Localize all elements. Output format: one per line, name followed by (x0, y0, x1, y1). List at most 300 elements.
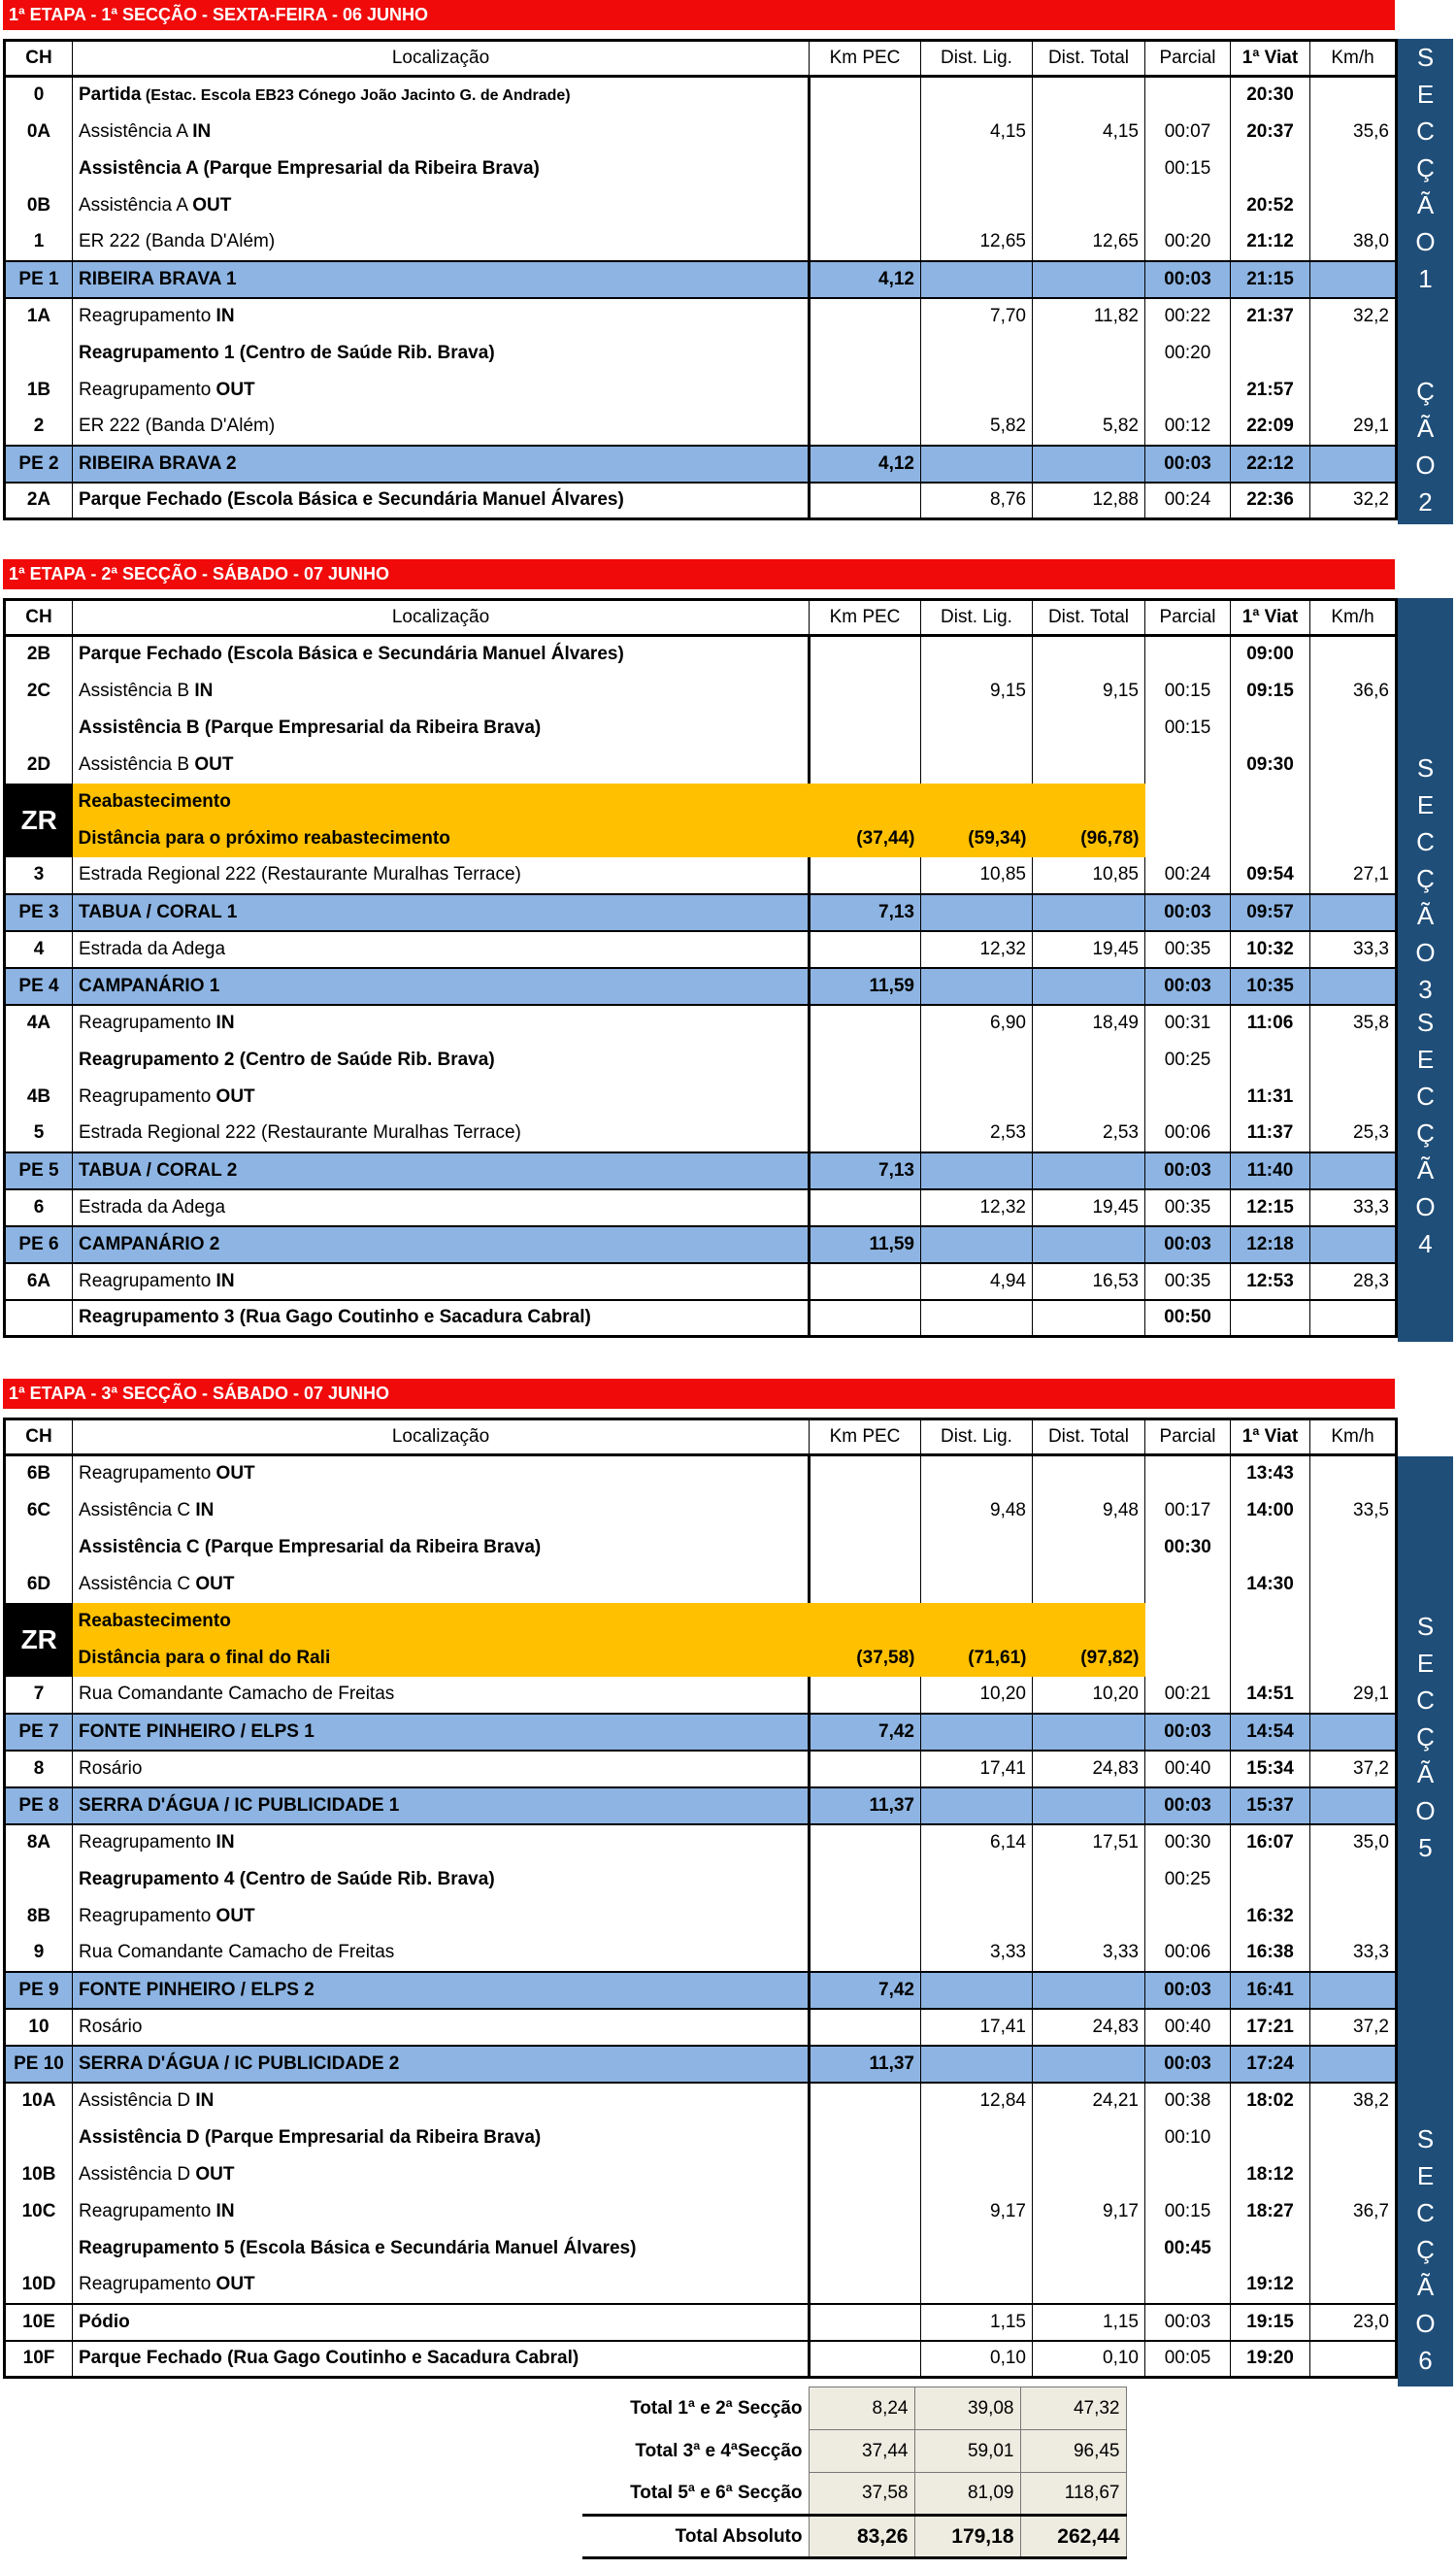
loc-main: Reagrupamento (79, 2274, 216, 2294)
loc-main: Reagrupamento (79, 2200, 216, 2221)
section-letter: E (1416, 80, 1435, 109)
table-row (5, 1714, 1397, 1751)
cell-ch: 10F (5, 2341, 73, 2378)
cell-km-pec (810, 636, 921, 673)
cell-parcial: 00:03 (1145, 446, 1231, 483)
section-letter: O (1415, 451, 1436, 480)
table-row (5, 710, 1397, 747)
cell-localizacao (73, 1005, 810, 1042)
cell-localizacao: RIBEIRA BRAVA 2 (73, 446, 810, 483)
cell-ch: 1A (5, 298, 73, 335)
totals-row (582, 2387, 1126, 2430)
cell-km-pec (810, 1189, 921, 1226)
cell-parcial: 00:12 (1145, 409, 1231, 446)
section-letter: 1 (1418, 264, 1433, 293)
cell-ch: 5 (5, 1116, 73, 1152)
cell-parcial: 00:50 (1145, 1300, 1231, 1337)
section-letter: E (1416, 790, 1435, 819)
cell-ch: 8A (5, 1824, 73, 1861)
header-parcial: Parcial (1145, 1419, 1231, 1455)
table-row (5, 2083, 1397, 2119)
cell-km-pec (810, 2267, 921, 2304)
refuel-distance-label: Distância para o final do Rali (73, 1640, 810, 1677)
cell-km-pec (810, 710, 921, 747)
itinerary-table-section-2 (3, 598, 1398, 1338)
cell-parcial: 00:06 (1145, 1935, 1231, 1972)
cell-ch: 6B (5, 1455, 73, 1492)
cell-localizacao (73, 1566, 810, 1603)
header-dist-total: Dist. Total (1033, 1419, 1145, 1455)
cell-dist-lig (921, 2119, 1033, 2156)
cell-dist-lig: 12,84 (921, 2083, 1033, 2119)
loc-main: Assistência D (79, 2090, 196, 2111)
cell-viat: 11:06 (1231, 1005, 1310, 1042)
cell-dist-lig (921, 2046, 1033, 2083)
cell-localizacao: Assistência C (Parque Empresarial da Ribeira Brava) (79, 1536, 542, 1557)
header-km-pec: Km PEC (810, 1419, 921, 1455)
cell-localizacao: Reagrupamento 2 (Centro de Saúde Rib. Brava) (79, 1049, 495, 1070)
cell-parcial: 00:38 (1145, 2083, 1231, 2119)
loc-direction: OUT (195, 2163, 235, 2185)
table-row (5, 2119, 1397, 2156)
cell-kmh (1310, 820, 1397, 857)
cell-viat: 14:00 (1231, 1492, 1310, 1529)
cell-ch: 2C (5, 673, 73, 710)
cell-kmh: 33,3 (1310, 931, 1397, 968)
totals-label: Total 1ª e 2ª Secção (630, 2397, 803, 2419)
cell-localizacao: Reagrupamento 4 (Centro de Saúde Rib. Brava) (79, 1868, 495, 1889)
loc-main: Reagrupamento (79, 1905, 216, 1926)
header-kmh: Km/h (1310, 41, 1397, 77)
table-row (5, 446, 1397, 483)
loc-main: Assistência C (79, 1573, 196, 1594)
cell-dist-total: 24,83 (1033, 1751, 1145, 1787)
cell-kmh (1310, 747, 1397, 784)
cell-viat (1231, 1603, 1310, 1640)
cell-viat: 21:57 (1231, 372, 1310, 409)
cell-dist-total (1033, 747, 1145, 784)
cell-viat: 22:09 (1231, 409, 1310, 446)
cell-kmh: 32,2 (1310, 483, 1397, 519)
cell-viat: 19:12 (1231, 2267, 1310, 2304)
cell-localizacao: Reagrupamento 5 (Escola Básica e Secundária Manuel Álvares) (79, 2237, 637, 2258)
table-row (5, 1603, 1397, 1640)
cell-localizacao: Rosário (79, 2016, 143, 2037)
cell-viat (1231, 1529, 1310, 1566)
totals-dist-total: 47,32 (1020, 2387, 1126, 2430)
loc-direction: IN (215, 1832, 235, 1852)
cell-localizacao: Parque Fechado (Rua Gago Coutinho e Sacadura Cabral) (73, 2341, 810, 2378)
cell-dist-total: 24,21 (1033, 2083, 1145, 2119)
cell-localizacao (73, 673, 810, 710)
cell-viat: 10:35 (1231, 968, 1310, 1005)
header-localizacao: Localização (73, 1419, 810, 1455)
table-row (5, 2009, 1397, 2046)
section-letter: C (1416, 117, 1435, 146)
cell-dist-total (1033, 2267, 1145, 2304)
cell-kmh (1310, 2341, 1397, 2378)
cell-dist-total (1033, 1152, 1145, 1189)
cell-viat: 12:53 (1231, 1263, 1310, 1300)
table-row (5, 857, 1397, 894)
cell-dist-lig: 6,90 (921, 1005, 1033, 1042)
cell-kmh (1310, 1603, 1397, 1640)
cell-kmh (1310, 446, 1397, 483)
cell-viat: 12:18 (1231, 1226, 1310, 1263)
cell-kmh (1310, 335, 1397, 372)
cell-parcial: 00:07 (1145, 114, 1231, 150)
cell-dist-lig: 3,33 (921, 1935, 1033, 1972)
cell-parcial (1145, 1566, 1231, 1603)
cell-dist-total (1033, 1566, 1145, 1603)
cell-dist-total: 5,82 (1033, 409, 1145, 446)
section-letter: C (1416, 2198, 1435, 2227)
cell-localizacao: TABUA / CORAL 1 (73, 894, 810, 931)
cell-ch: 10E (5, 2304, 73, 2341)
cell-kmh (1310, 77, 1397, 114)
cell-parcial: 00:03 (1145, 1787, 1231, 1824)
section-letter: E (1416, 1649, 1435, 1678)
table-row (5, 2267, 1397, 2304)
header-1a-viat: 1ª Viat (1231, 600, 1310, 636)
cell-parcial (1145, 1455, 1231, 1492)
cell-parcial: 00:35 (1145, 931, 1231, 968)
cell-parcial: 00:30 (1145, 1824, 1231, 1861)
cell-parcial: 00:15 (1145, 150, 1231, 187)
cell-dist-lig: 10,20 (921, 1677, 1033, 1714)
table-row (5, 1116, 1397, 1152)
cell-dist-total: 18,49 (1033, 1005, 1145, 1042)
cell-viat (1231, 820, 1310, 857)
cell-dist-total: 9,17 (1033, 2193, 1145, 2230)
loc-direction: OUT (215, 1463, 255, 1485)
table-row (5, 187, 1397, 224)
header-ch: CH (5, 41, 73, 77)
cell-dist-total (1033, 1079, 1145, 1116)
totals-row (582, 2473, 1126, 2516)
cell-localizacao: CAMPANÁRIO 2 (73, 1226, 810, 1263)
cell-km-pec (810, 931, 921, 968)
table-row (5, 1079, 1397, 1116)
itinerary-table-section-3 (3, 1418, 1398, 2379)
cell-dist-total (1033, 2230, 1145, 2267)
cell-ch: 3 (5, 857, 73, 894)
stage-bar-2: 1ª ETAPA - 2ª SECÇÃO - SÁBADO - 07 JUNHO (3, 559, 1395, 589)
cell-parcial: 00:35 (1145, 1263, 1231, 1300)
table-row (5, 931, 1397, 968)
cell-viat: 09:57 (1231, 894, 1310, 931)
cell-localizacao (73, 1079, 810, 1116)
loc-main: Reagrupamento (79, 379, 216, 400)
cell-ch: 6C (5, 1492, 73, 1529)
loc-main: Assistência D (79, 2163, 196, 2185)
header-parcial: Parcial (1145, 600, 1231, 636)
table-row (5, 1677, 1397, 1714)
table-row (5, 1824, 1397, 1861)
zr-fill (810, 784, 921, 820)
cell-ch: PE 8 (5, 1787, 73, 1824)
cell-ch: 7 (5, 1677, 73, 1714)
cell-localizacao (73, 747, 810, 784)
cell-parcial: 00:40 (1145, 2009, 1231, 2046)
cell-ch (5, 2230, 73, 2267)
section-letter: O (1415, 938, 1436, 967)
table-row (5, 2156, 1397, 2193)
cell-kmh: 37,2 (1310, 1751, 1397, 1787)
cell-parcial: 00:15 (1145, 710, 1231, 747)
cell-localizacao: Parque Fechado (Escola Básica e Secundária Manuel Álvares) (79, 644, 624, 665)
loc-direction: OUT (215, 2274, 255, 2294)
totals-km-pec: 37,44 (809, 2430, 914, 2473)
loc-main: Assistência A (79, 120, 193, 142)
cell-viat: 22:36 (1231, 483, 1310, 519)
section-letter: S (1416, 2124, 1435, 2153)
cell-km-pec (810, 1079, 921, 1116)
section-letter: E (1416, 1045, 1435, 1074)
header-km-pec: Km PEC (810, 41, 921, 77)
table-row (5, 673, 1397, 710)
cell-kmh (1310, 372, 1397, 409)
totals-dist-lig: 179,18 (914, 2516, 1020, 2558)
cell-viat: 09:54 (1231, 857, 1310, 894)
table-row (5, 784, 1397, 820)
section-letter: 5 (1418, 1833, 1433, 1862)
cell-kmh: 33,3 (1310, 1189, 1397, 1226)
cell-kmh: 23,0 (1310, 2304, 1397, 2341)
cell-viat: 11:37 (1231, 1116, 1310, 1152)
cell-parcial: 00:22 (1145, 298, 1231, 335)
totals-table (582, 2386, 1127, 2559)
loc-main: Assistência B (79, 753, 195, 775)
cell-viat: 14:30 (1231, 1566, 1310, 1603)
section-letter: S (1416, 1612, 1435, 1641)
section-letter: 2 (1418, 487, 1433, 517)
refuel-dist-total: (96,78) (1033, 820, 1145, 857)
cell-viat (1231, 1300, 1310, 1337)
cell-km-pec (810, 857, 921, 894)
cell-km-pec (810, 77, 921, 114)
section-letter: Ç (1416, 153, 1435, 183)
cell-kmh (1310, 2267, 1397, 2304)
cell-localizacao: Reagrupamento 1 (Centro de Saúde Rib. Brava) (79, 342, 495, 363)
cell-dist-total: 10,20 (1033, 1677, 1145, 1714)
cell-viat: 16:38 (1231, 1935, 1310, 1972)
cell-dist-total: 9,48 (1033, 1492, 1145, 1529)
cell-kmh (1310, 1300, 1397, 1337)
cell-ch: 10C (5, 2193, 73, 2230)
cell-viat: 21:12 (1231, 224, 1310, 261)
loc-main: Reagrupamento (79, 1463, 216, 1485)
cell-dist-total (1033, 335, 1145, 372)
section-letter: S (1416, 753, 1435, 783)
cell-dist-lig (921, 1714, 1033, 1751)
cell-kmh (1310, 1787, 1397, 1824)
table-row (5, 1529, 1397, 1566)
cell-parcial: 00:10 (1145, 2119, 1231, 2156)
cell-km-pec (810, 1566, 921, 1603)
cell-km-pec (810, 1116, 921, 1152)
table-row (5, 747, 1397, 784)
cell-kmh (1310, 150, 1397, 187)
cell-dist-total (1033, 710, 1145, 747)
section-letter: 3 (1418, 975, 1433, 1004)
cell-ch: PE 10 (5, 2046, 73, 2083)
cell-km-pec (810, 2083, 921, 2119)
refuel-km-pec: (37,58) (810, 1640, 921, 1677)
cell-parcial: 00:05 (1145, 2341, 1231, 2378)
cell-localizacao (73, 1824, 810, 1861)
cell-parcial: 00:21 (1145, 1677, 1231, 1714)
cell-dist-lig: 9,48 (921, 1492, 1033, 1529)
section-letter: Ã (1416, 190, 1435, 219)
cell-localizacao: Assistência D (Parque Empresarial da Ribeira Brava) (79, 2126, 542, 2148)
cell-ch: PE 7 (5, 1714, 73, 1751)
cell-dist-lig (921, 2156, 1033, 2193)
cell-dist-total: 24,83 (1033, 2009, 1145, 2046)
header-localizacao: Localização (73, 600, 810, 636)
cell-ch: 10 (5, 2009, 73, 2046)
cell-parcial: 00:25 (1145, 1861, 1231, 1898)
cell-dist-total: 17,51 (1033, 1824, 1145, 1861)
cell-dist-total (1033, 1898, 1145, 1935)
cell-dist-lig (921, 2230, 1033, 2267)
cell-ch: PE 1 (5, 261, 73, 298)
loc-direction: IN (215, 1270, 235, 1291)
cell-parcial (1145, 187, 1231, 224)
cell-ch: PE 4 (5, 968, 73, 1005)
cell-viat: 19:20 (1231, 2341, 1310, 2378)
cell-dist-lig: 8,76 (921, 483, 1033, 519)
loc-direction: OUT (195, 1573, 235, 1594)
cell-dist-lig: 9,15 (921, 673, 1033, 710)
cell-localizacao (73, 372, 810, 409)
cell-dist-total (1033, 2119, 1145, 2156)
cell-dist-total (1033, 1529, 1145, 1566)
cell-km-pec: 7,13 (810, 1152, 921, 1189)
header-row (5, 600, 1397, 636)
header-1a-viat: 1ª Viat (1231, 1419, 1310, 1455)
cell-viat: 16:07 (1231, 1824, 1310, 1861)
table-row (5, 1972, 1397, 2009)
cell-parcial (1145, 1640, 1231, 1677)
cell-dist-total (1033, 968, 1145, 1005)
cell-dist-total: 11,82 (1033, 298, 1145, 335)
zr-badge: ZR (5, 784, 73, 857)
cell-km-pec (810, 187, 921, 224)
table-row (5, 483, 1397, 519)
cell-localizacao: Estrada da Adega (79, 938, 226, 959)
cell-viat: 15:37 (1231, 1787, 1310, 1824)
cell-km-pec: 4,12 (810, 446, 921, 483)
cell-viat: 20:37 (1231, 114, 1310, 150)
cell-kmh: 35,8 (1310, 1005, 1397, 1042)
zr-fill (1033, 784, 1145, 820)
cell-ch (5, 1300, 73, 1337)
cell-dist-lig (921, 261, 1033, 298)
cell-ch: 2 (5, 409, 73, 446)
cell-viat (1231, 335, 1310, 372)
cell-kmh (1310, 968, 1397, 1005)
cell-kmh (1310, 1152, 1397, 1189)
cell-kmh: 36,6 (1310, 673, 1397, 710)
cell-km-pec (810, 1455, 921, 1492)
cell-localizacao: Parque Fechado (Escola Básica e Secundária Manuel Álvares) (73, 483, 810, 519)
cell-dist-lig (921, 150, 1033, 187)
table-row (5, 1455, 1397, 1492)
totals-label: Total 3ª e 4ªSecção (635, 2440, 803, 2461)
cell-kmh (1310, 1640, 1397, 1677)
cell-dist-total (1033, 1787, 1145, 1824)
cell-parcial: 00:20 (1145, 224, 1231, 261)
cell-dist-lig (921, 894, 1033, 931)
cell-kmh (1310, 2046, 1397, 2083)
cell-dist-total: 12,88 (1033, 483, 1145, 519)
cell-ch: PE 6 (5, 1226, 73, 1263)
cell-localizacao: Rua Comandante Camacho de Freitas (79, 1684, 395, 1704)
loc-direction: IN (195, 1499, 215, 1520)
table-row (5, 636, 1397, 673)
cell-viat: 18:27 (1231, 2193, 1310, 2230)
table-row (5, 114, 1397, 150)
cell-dist-total: 10,85 (1033, 857, 1145, 894)
cell-localizacao: Estrada Regional 222 (Restaurante Muralhas Terrace) (79, 1122, 521, 1143)
cell-localizacao: SERRA D'ÁGUA / IC PUBLICIDADE 1 (73, 1787, 810, 1824)
cell-km-pec (810, 747, 921, 784)
table-row (5, 224, 1397, 261)
cell-viat: 18:02 (1231, 2083, 1310, 2119)
table-row (5, 1787, 1397, 1824)
section-letter: Ã (1416, 901, 1435, 930)
cell-dist-total (1033, 894, 1145, 931)
cell-dist-lig: 2,53 (921, 1116, 1033, 1152)
section-letter: 6 (1418, 2346, 1433, 2375)
section-letter: C (1416, 1082, 1435, 1111)
cell-km-pec (810, 1898, 921, 1935)
cell-dist-lig (921, 1861, 1033, 1898)
header-kmh: Km/h (1310, 600, 1397, 636)
cell-dist-total (1033, 1714, 1145, 1751)
section-letter: O (1415, 1796, 1436, 1825)
cell-localizacao: FONTE PINHEIRO / ELPS 1 (73, 1714, 810, 1751)
loc-direction: IN (192, 120, 212, 142)
section-letter: S (1416, 43, 1435, 72)
loc-main: Reagrupamento (79, 1270, 216, 1291)
cell-parcial (1145, 372, 1231, 409)
header-ch: CH (5, 600, 73, 636)
cell-localizacao: Estrada Regional 222 (Restaurante Muralhas Terrace) (79, 864, 521, 884)
cell-viat: 14:54 (1231, 1714, 1310, 1751)
cell-viat: 21:37 (1231, 298, 1310, 335)
cell-parcial: 00:25 (1145, 1042, 1231, 1079)
cell-localizacao: ER 222 (Banda D'Além) (79, 416, 276, 436)
cell-localizacao (73, 1455, 810, 1492)
cell-viat (1231, 1861, 1310, 1898)
cell-km-pec (810, 1751, 921, 1787)
cell-ch: PE 3 (5, 894, 73, 931)
cell-parcial: 00:40 (1145, 1751, 1231, 1787)
cell-dist-lig (921, 1152, 1033, 1189)
totals-km-pec: 83,26 (809, 2516, 914, 2558)
cell-localizacao (73, 2083, 810, 2119)
cell-km-pec (810, 1263, 921, 1300)
totals-dist-lig: 39,08 (914, 2387, 1020, 2430)
cell-dist-total (1033, 261, 1145, 298)
cell-dist-lig (921, 77, 1033, 114)
totals-label: Total 5ª e 6ª Secção (630, 2482, 803, 2503)
cell-km-pec (810, 2304, 921, 2341)
cell-localizacao: SERRA D'ÁGUA / IC PUBLICIDADE 2 (73, 2046, 810, 2083)
cell-parcial: 00:03 (1145, 1226, 1231, 1263)
